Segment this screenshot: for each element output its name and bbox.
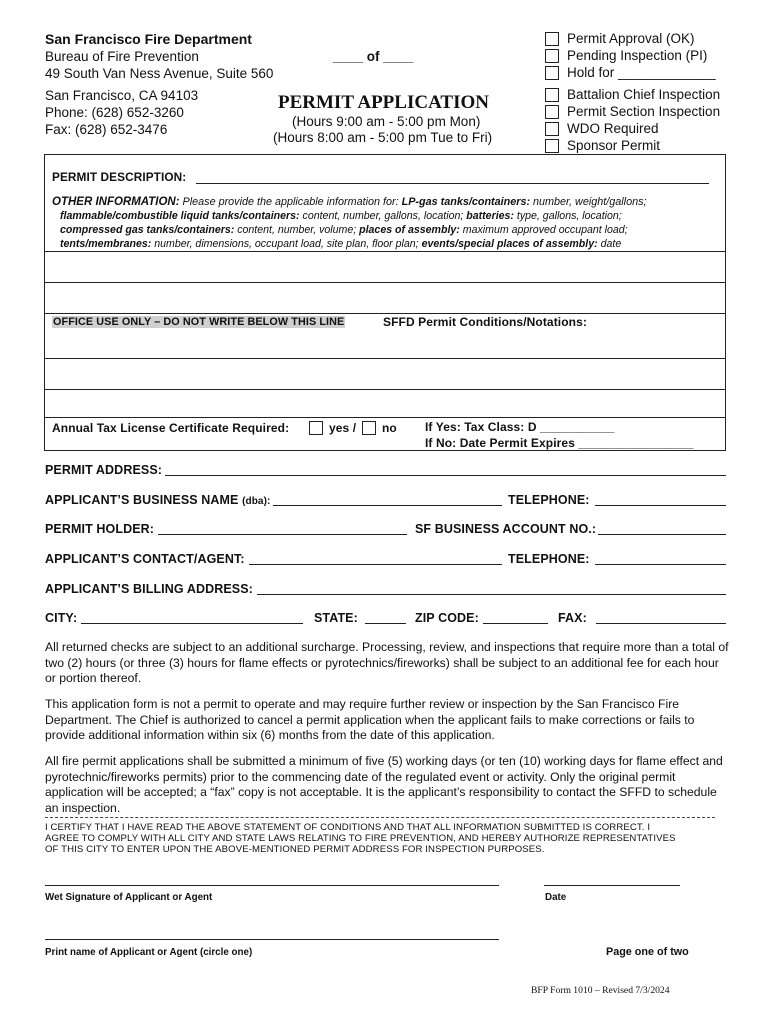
sf-account-line[interactable] [598,534,726,535]
batteries-label: batteries: [466,210,514,222]
page-of: ____ of ____ [333,49,414,64]
other-info-label: OTHER INFORMATION: [52,196,180,208]
certify-line-2: AGREE TO COMPLY WITH ALL CITY AND STATE LAWS RELATING TO FIRE PREVENTION, AND HEREBY AUTHORIZE REPRESENTATIVES [45,833,676,844]
permit-holder-line[interactable] [158,534,407,535]
flammable-label: flammable/combustible liquid tanks/containers: [60,210,300,222]
if-no-date-expires: If No: Date Permit Expires _________________ [425,436,694,450]
checkbox-tax-no[interactable] [362,421,376,435]
flammable-text: content, number, gallons, location; [299,210,467,222]
dashed-divider [45,817,715,818]
checkbox-battalion-chief[interactable] [545,88,559,102]
compressed-gas-text: content, number, volume; [234,224,360,236]
telephone-line-1[interactable] [595,505,726,506]
fax-line[interactable] [596,623,726,624]
phone: Phone: (628) 652-3260 [45,105,184,120]
bureau-name: Bureau of Fire Prevention [45,49,199,64]
telephone-label-1: TELEPHONE: [508,493,590,507]
checkbox-permit-section[interactable] [545,105,559,119]
permit-description-label: PERMIT DESCRIPTION: [52,170,187,184]
business-name-line[interactable] [273,505,502,506]
label-sponsor-permit: Sponsor Permit [567,138,661,153]
batteries-text: type, gallons, location; [513,210,622,222]
label-hold-for: Hold for _____________ [567,65,716,80]
tents-text: number, dimensions, occupant load, site plan, floor plan; [151,238,422,250]
tax-yes-label: yes / [329,421,357,435]
assembly-label: places of assembly: [359,224,460,236]
checkbox-sponsor-permit[interactable] [545,139,559,153]
billing-address-label: APPLICANT’S BILLING ADDRESS: [45,582,253,596]
permit-holder-label: PERMIT HOLDER: [45,522,155,536]
telephone-label-2: TELEPHONE: [508,552,590,566]
state-line[interactable] [365,623,406,624]
divider [44,389,726,390]
other-info-line-4 [60,238,621,250]
org-name: San Francisco Fire Department [45,31,252,47]
certify-line-3: OF THIS CITY TO ENTER UPON THE ABOVE-MENTIONED PERMIT ADDRESS FOR INSPECTION PURPOSES. [45,844,545,855]
business-name-label [45,493,270,507]
permit-description-line[interactable] [196,183,709,184]
checkbox-permit-approval[interactable] [545,32,559,46]
sf-account-label: SF BUSINESS ACCOUNT NO.: [415,522,597,536]
city-line[interactable] [81,623,303,624]
page-number: Page one of two [606,946,689,958]
city-label: CITY: [45,611,78,625]
tax-license-label: Annual Tax License Certificate Required: [52,421,290,435]
submission-paragraph: All fire permit applications shall be submitted a minimum of five (5) working days (or ten (10) working days for flame effect and pyrotechnic/fireworks permits) prior to the commencing date of the regulated event or activity. Only the original permit application will be accepted; a “fax” copy is not acceptable. It is the applicant’s responsibility to contact the SFFD to schedule an inspection. [45,754,723,815]
permit-conditions-label: SFFD Permit Conditions/Notations: [383,315,587,329]
address-line-1: 49 South Van Ness Avenue, Suite 560 [45,66,274,81]
office-use-label: OFFICE USE ONLY – DO NOT WRITE BELOW THIS LINE [53,316,345,328]
print-name-line[interactable] [45,939,499,940]
state-label: STATE: [314,611,358,625]
permit-address-label: PERMIT ADDRESS: [45,463,163,477]
contact-agent-line[interactable] [249,564,502,565]
permit-address-line[interactable] [165,475,726,476]
other-info-line-3 [60,224,628,236]
zip-code-label: ZIP CODE: [415,611,479,625]
tax-no-label: no [382,421,397,435]
not-a-permit-paragraph: This application form is not a permit to operate and may require further review or inspection by the San Francisco Fire Department. The Chief is authorized to cancel a permit application when the applicant fails to make corrections or fails to provide additional information within six (6) months from the date of this application. [45,697,695,743]
label-permit-approval: Permit Approval (OK) [567,31,695,46]
tents-label: tents/membranes: [60,238,152,250]
label-pending-inspection: Pending Inspection (PI) [567,48,708,63]
divider [44,251,726,252]
zip-code-line[interactable] [483,623,548,624]
divider [44,313,726,314]
lp-gas-text: number, weight/gallons; [530,196,647,208]
telephone-line-2[interactable] [595,564,726,565]
hours-monday: (Hours 9:00 am - 5:00 pm Mon) [292,114,481,129]
events-text: date [597,238,622,250]
date-label: Date [545,892,567,903]
checkbox-wdo-required[interactable] [545,122,559,136]
wet-signature-line[interactable] [45,885,499,886]
contact-agent-label: APPLICANT’S CONTACT/AGENT: [45,552,245,566]
other-info-intro: Please provide the applicable information for: [179,196,402,208]
hours-weekday: (Hours 8:00 am - 5:00 pm Tue to Fri) [273,130,493,145]
fax-label: FAX: [558,611,587,625]
label-wdo-required: WDO Required [567,121,659,136]
fax: Fax: (628) 652-3476 [45,122,168,137]
divider [44,358,726,359]
surcharge-paragraph: All returned checks are subject to an additional surcharge. Processing, review, and inspections that require more than a total of two (2) hours (or three (3) hours for flame effects or pyrotechnics/fireworks) shall be subject to an additional fee for each hour or portion thereof. [45,640,729,686]
wet-signature-label: Wet Signature of Applicant or Agent [45,892,213,903]
label-battalion-chief: Battalion Chief Inspection [567,87,721,102]
divider [44,417,726,418]
label-permit-section: Permit Section Inspection [567,104,721,119]
lp-gas-label: LP-gas tanks/containers: [401,196,531,208]
checkbox-pending-inspection[interactable] [545,49,559,63]
dba-text: (dba): [242,496,271,507]
compressed-gas-label: compressed gas tanks/containers: [60,224,235,236]
print-name-label: Print name of Applicant or Agent (circle one) [45,947,253,958]
business-name-text: APPLICANT’S BUSINESS NAME [45,493,239,507]
other-info-line-2 [60,210,622,222]
divider [44,282,726,283]
events-label: events/special places of assembly: [421,238,598,250]
address-line-2: San Francisco, CA 94103 [45,88,199,103]
assembly-text: maximum approved occupant load; [459,224,628,236]
certify-line-1: I CERTIFY THAT I HAVE READ THE ABOVE STATEMENT OF CONDITIONS AND THAT ALL INFORMATION SUBMITTED IS CORRECT. I [45,822,651,833]
form-id: BFP Form 1010 – Revised 7/3/2024 [531,985,670,996]
date-line[interactable] [544,885,680,886]
billing-address-line[interactable] [257,594,726,595]
other-info-line-1 [52,196,646,208]
checkbox-tax-yes[interactable] [309,421,323,435]
if-yes-tax-class: If Yes: Tax Class: D ___________ [425,420,615,434]
checkbox-hold-for[interactable] [545,66,559,80]
page-title: PERMIT APPLICATION [278,92,489,113]
